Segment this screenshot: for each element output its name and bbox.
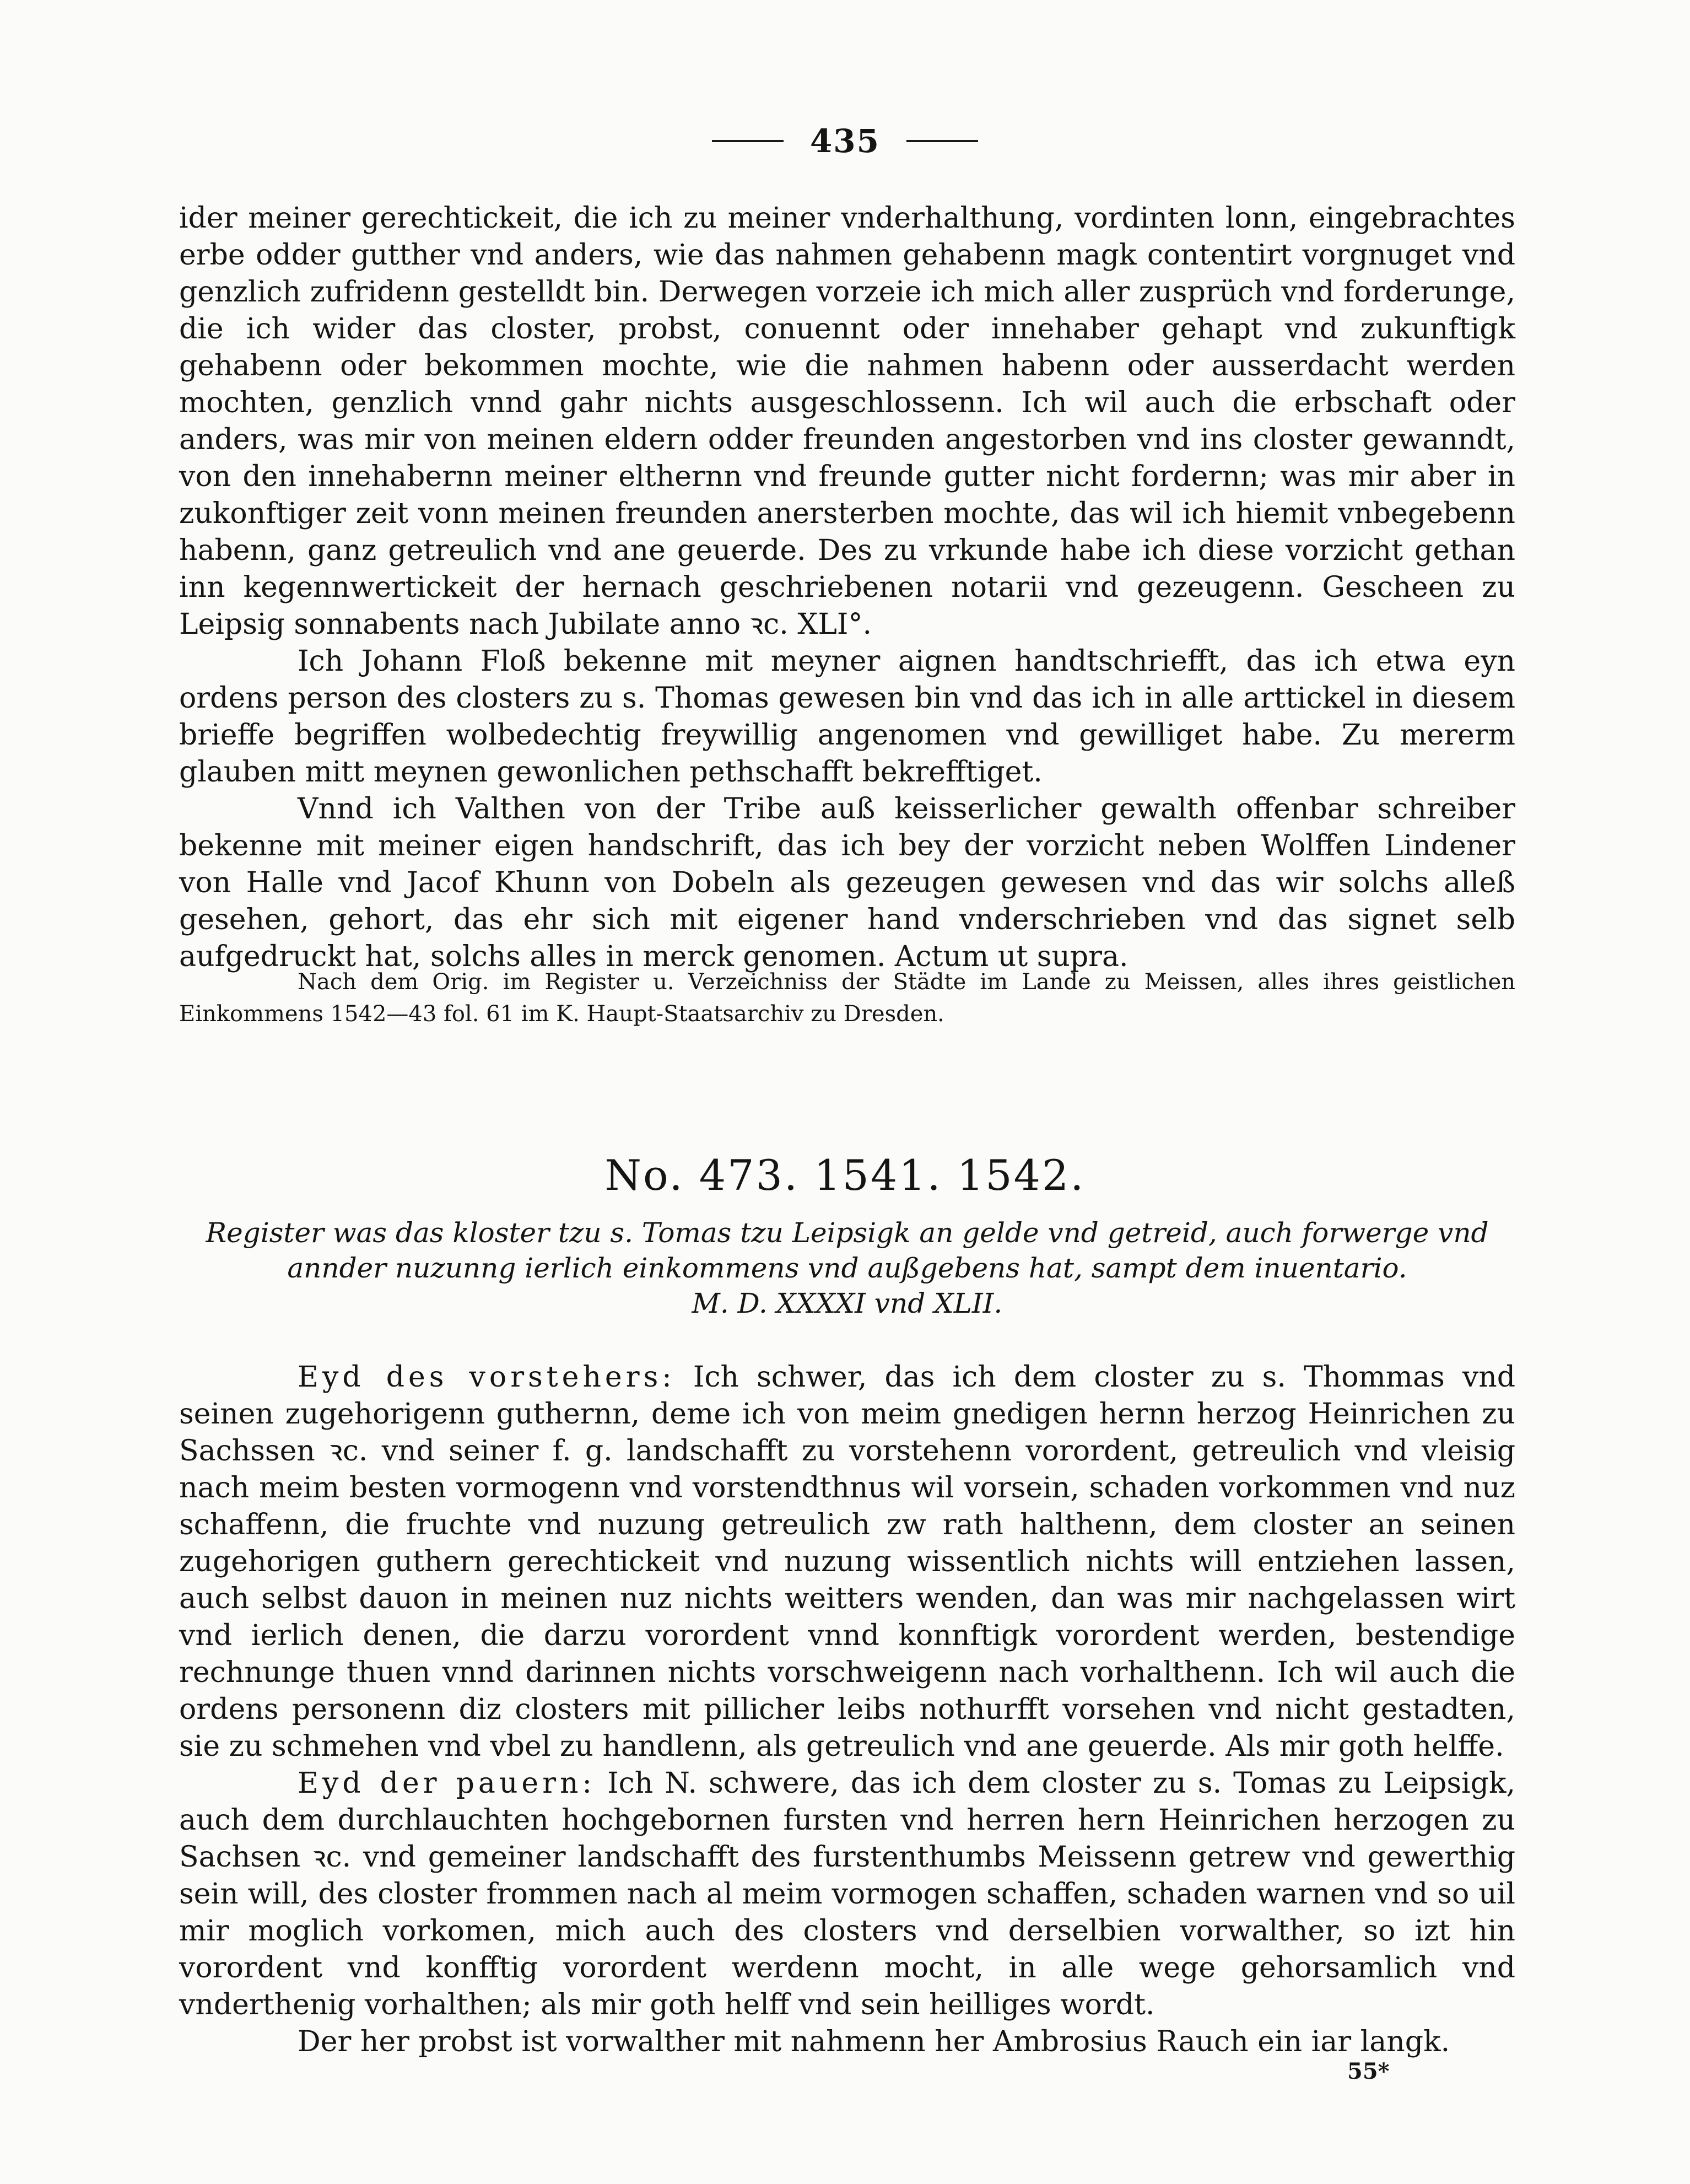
subtitle-line-2: annder nuzunng ierlich einkommens vnd außgebens hat, sampt dem inuentario. [287, 1252, 1407, 1284]
signature-mark: 55* [1347, 2058, 1390, 2084]
continued-paragraph-1: ider meiner gerechtickeit, die ich zu meiner vnderhalthung, vordinten lonn, eingebrachtes erbe odder gutther vnd anders, wie das nahmen gehabenn magk contentirt vorgnuget vnd genzlich zufridenn gestelldt bin. Derwegen vorzeie ich mich aller zusprüch vnd forderunge, die ich wider das closter, probst, conuennt oder innehaber gehapt vnd zukunftigk gehabenn oder bekommen mochte, wie die nahmen habenn oder ausserdacht werden mochten, genzlich vnnd gahr nichts ausgeschlossenn. Ich wil auch die erbschaft oder anders, was mir von meinen eldern odder freunden angestorben vnd ins closter gewanndt, von den innehabernn meiner elthernn vnd freunde gutter nicht fordernn; was mir aber in zukonftiger zeit vonn meinen freunden anersterben mochte, das wil ich hiemit vnbegebenn habenn, ganz getreulich vnd ane geuerde. Des zu vrkunde habe ich diese vorzicht gethan inn kegennwertickeit der hernach geschriebenen notarii vnd gezeugenn. Gescheen zu Leipsig sonnabents nach Jubilate anno ꝛc. XLI°. [179, 202, 1515, 641]
continued-document-text [179, 200, 1515, 975]
oath-steward-paragraph [179, 1359, 1515, 1765]
page-number: 435 [809, 122, 881, 160]
continued-paragraph-3: Vnnd ich Valthen von der Tribe auß keisserlicher gewalth offenbar schreiber bekenne mit meiner eigen handschrift, das ich bey der vorzicht neben Wolffen Lindener von Halle vnd Jacof Khunn von Dobeln als gezeugen gewesen vnd das wir solchs alleß gesehen, gehort, das ehr sich mit eigener hand vnderschrieben vnd das signet selb aufgedruckt hat, solchs alles in merck genomen. Actum ut supra. [179, 792, 1515, 973]
header-rule-left [712, 140, 784, 142]
oath-peasants-text: Ich N. schwere, das ich dem closter zu s. Tomas zu Leipsigk, auch dem durchlauchten hochgebornen fursten vnd herren hern Heinrichen herzogen zu Sachsen ꝛc. vnd gemeiner landschafft des furstenthumbs Meissenn getrew vnd gewerthig sein will, des closter frommen nach al meim vormogen schaffen, schaden warnen vnd so uil mir moglich vorkomen, mich auch des closters vnd derselbien vorwalther, so izt hin vorordent vnd konfftig vorordent werdenn mocht, in alle wege gehorsamlich vnd vnderthenig vorhalthen; als mir goth helff vnd sein heilliges wordt. [179, 1767, 1515, 2021]
oath-peasants-lead: Eyd der pauern: [298, 1767, 596, 1800]
oath-steward-lead: Eyd des vorstehers: [298, 1361, 676, 1394]
document-subtitle [179, 1215, 1515, 1321]
page-header [0, 122, 1690, 160]
document-body [179, 1359, 1515, 2061]
provost-paragraph: Der her probst ist vorwalther mit nahmenn her Ambrosius Rauch ein iar langk. [298, 2025, 1450, 2058]
document-heading: No. 473. 1541. 1542. [604, 1151, 1086, 1200]
subtitle-line-1: Register was das kloster tzu s. Tomas tzu Leipsigk an gelde vnd getreid, auch forwerge vnd [206, 1217, 1489, 1249]
oath-peasants-paragraph [179, 1765, 1515, 2024]
source-note [179, 966, 1515, 1030]
oath-steward-text: Ich schwer, das ich dem closter zu s. Thommas vnd seinen zugehorigenn guthernn, deme ich von meim gnedigen hernn herzog Heinrichen zu Sachssen ꝛc. vnd seiner f. g. landschafft zu vorstehenn vorordent, getreulich vnd vleisig nach meim besten vormogenn vnd vorstendthnus wil vorsein, schaden vorkommen vnd nuz schaffenn, die fruchte vnd nuzung getreulich zw rath halthenn, dem closter an seinen zugehorigen guthern gerechtickeit vnd nuzung wissentlich nichts will entziehen lassen, auch selbst dauon in meinen nuz nichts weitters wenden, dan was mir nachgelassen wirt vnd ierlich denen, die darzu vorordent vnnd konnftigk vorordent werden, bestendige rechnunge thuen vnnd darinnen nichts vorschweigenn nach vorhalthenn. Ich wil auch die ordens personenn diz closters mit pillicher leibs nothurfft vorsehen vnd nicht gestadten, sie zu schmehen vnd vbel zu handlenn, als getreulich vnd ane geuerde. Als mir goth helffe. [179, 1361, 1515, 1763]
source-note-text: Nach dem Orig. im Register u. Verzeichniss der Städte im Lande zu Meissen, alles ihres geistlichen Einkommens 1542—43 fol. 61 im K. Haupt-Staatsarchiv zu Dresden. [179, 969, 1515, 1027]
header-rule-right [906, 140, 978, 142]
subtitle-line-3: M. D. XXXXI vnd XLII. [692, 1287, 1003, 1319]
continued-paragraph-2: Ich Johann Floß bekenne mit meyner aignen handtschriefft, das ich etwa eyn ordens person des closters zu s. Thomas gewesen bin vnd das ich in alle arttickel in diesem brieffe begriffen wolbedechtig freywillig angenomen vnd gewilliget habe. Zu mererm glauben mitt meynen gewonlichen pethschafft bekrefftiget. [179, 645, 1515, 789]
